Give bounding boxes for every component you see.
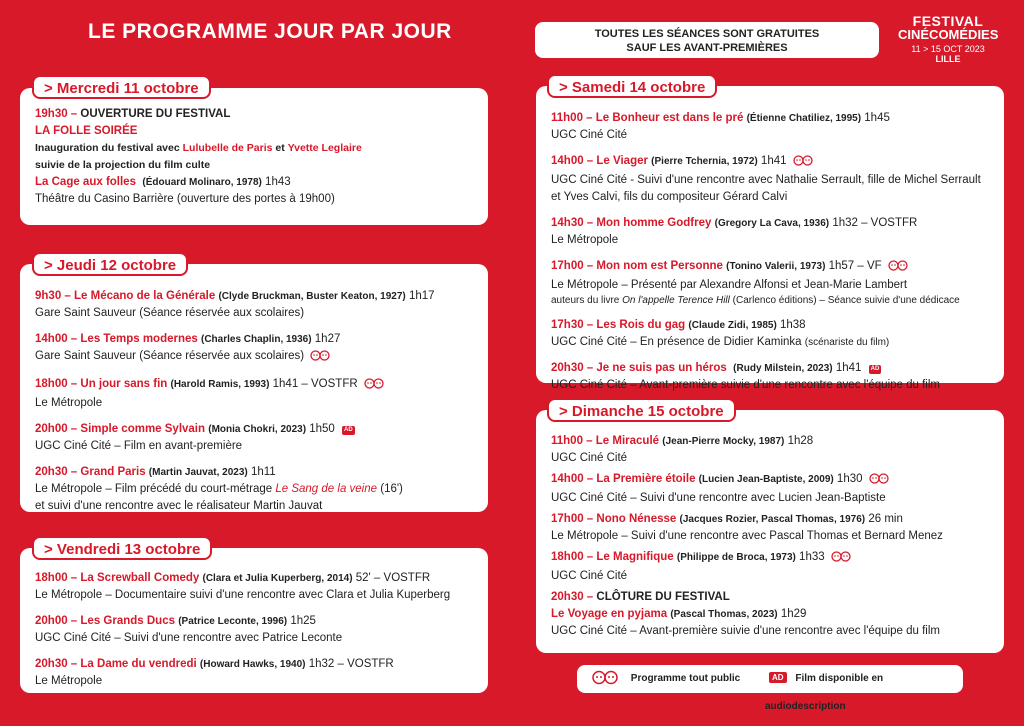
film-title: 18h00 – La Screwball Comedy — [35, 572, 200, 584]
event-venue: Le Métropole – Film précédé du court-métrage — [35, 483, 273, 495]
film-meta: (Martin Jauvat, 2023) — [148, 467, 248, 478]
event-ouverture — [35, 106, 480, 208]
event-note: auteurs du livre — [551, 295, 620, 306]
event-venue: UGC Ciné Cité – Suivi d'une rencontre avec Patrice Leconte — [35, 632, 343, 644]
event-desc: Inauguration du festival avec — [35, 142, 180, 154]
day-card-samedi — [536, 86, 1004, 391]
film-meta: (Étienne Chatiliez, 1995) — [746, 113, 862, 124]
audiodescription-icon: AD — [344, 427, 353, 433]
day-tab-mercredi: > Mercredi 11 octobre — [32, 75, 211, 99]
film-title: 9h30 – Le Mécano de la Générale — [35, 290, 216, 302]
event — [551, 511, 996, 545]
film-duration: 1h29 — [780, 608, 807, 620]
film-duration: 1h33 — [799, 551, 825, 563]
event — [35, 376, 480, 412]
notice-line-1: TOUTES LES SÉANCES SONT GRATUITES — [594, 28, 820, 40]
event-time: 19h30 – — [35, 108, 78, 120]
event-title: OUVERTURE DU FESTIVAL — [80, 108, 231, 120]
film-meta: (Tonino Valerii, 1973) — [726, 261, 826, 272]
event-venue: UGC Ciné Cité – Avant-première suivie d'une rencontre avec l'équipe du film — [551, 379, 940, 391]
day-card-vendredi — [20, 548, 488, 693]
film-meta: (Pascal Thomas, 2023) — [670, 609, 778, 620]
event-venue: Le Métropole – Suivi d'une rencontre avec Pascal Thomas et Bernard Menez — [551, 530, 943, 542]
event-desc: suivie de la projection du film culte — [35, 159, 211, 171]
legend-public — [589, 665, 740, 693]
legend-public-label: Programme tout public — [630, 673, 741, 684]
event — [551, 471, 996, 507]
event — [35, 613, 480, 647]
event — [35, 288, 480, 322]
film-duration: 1h45 — [864, 112, 890, 124]
film-duration: 1h32 – VOSTFR — [832, 217, 918, 229]
event — [551, 549, 996, 585]
event-venue: UGC Ciné Cité - Suivi d'une rencontre avec Nathalie Serrault, fille de Michel Serrault — [551, 174, 981, 186]
event — [35, 570, 480, 604]
event-venue: Le Métropole – Documentaire suivi d'une rencontre avec Clara et Julia Kuperberg — [35, 589, 451, 601]
film-meta: (Charles Chaplin, 1936) — [200, 334, 312, 345]
logo-city: LILLE — [935, 54, 961, 64]
event-title: CLÔTURE DU FESTIVAL — [596, 591, 730, 603]
film-title: La Cage aux folles — [35, 176, 136, 188]
film-title: 11h00 – Le Miraculé — [551, 435, 660, 447]
film-title: 17h00 – Mon nom est Personne — [551, 260, 723, 272]
film-duration: 1h41 — [835, 362, 862, 374]
film-title: 20h00 – Les Grands Ducs — [35, 615, 175, 627]
event-time: 20h30 – — [551, 591, 594, 603]
film-title: 20h30 – La Dame du vendredi — [35, 658, 197, 670]
guest-name: Yvette Leglaire — [287, 142, 362, 154]
book-title: On l'appelle Terence Hill — [622, 295, 730, 306]
event — [551, 258, 996, 308]
event-desc-and: et — [275, 142, 285, 154]
event-cloture — [551, 589, 996, 640]
family-icon — [888, 260, 908, 277]
event-venue: UGC Ciné Cité – En présence de Didier Kaminka — [551, 336, 802, 348]
film-meta: (Lucien Jean-Baptiste, 2009) — [698, 474, 834, 485]
family-icon — [310, 350, 330, 367]
short-film-duration: (16') — [380, 483, 403, 495]
film-meta: (Howard Hawks, 1940) — [199, 659, 306, 670]
film-title: 14h00 – La Première étoile — [551, 473, 696, 485]
film-meta: (Claude Zidi, 1985) — [688, 320, 777, 331]
film-duration: 1h50 — [309, 423, 335, 435]
short-film-title: Le Sang de la veine — [275, 483, 378, 495]
film-title: 14h30 – Mon homme Godfrey — [551, 217, 712, 229]
film-duration: 1h27 — [314, 333, 341, 345]
logo-dates: 11 > 15 OCT 2023 — [911, 44, 985, 54]
film-title: 18h00 – Le Magnifique — [551, 551, 674, 563]
logo-festival: FESTIVAL — [912, 13, 984, 29]
event-venue: UGC Ciné Cité — [551, 570, 628, 582]
film-duration: 1h32 – VOSTFR — [308, 658, 394, 670]
event-venue: UGC Ciné Cité — [551, 452, 628, 464]
day-card-dimanche — [536, 410, 1004, 653]
event — [35, 421, 480, 455]
legend — [577, 665, 963, 712]
film-meta: (Jean-Pierre Mocky, 1987) — [662, 436, 785, 447]
film-duration: 1h28 — [787, 435, 814, 447]
legend-audiodescription — [765, 665, 963, 712]
event-venue: UGC Ciné Cité – Suivi d'une rencontre avec Lucien Jean-Baptiste — [551, 492, 886, 504]
family-icon — [831, 551, 851, 568]
day-tab-samedi: > Samedi 14 octobre — [547, 74, 717, 98]
event — [551, 317, 996, 351]
event-venue-cont: et Yves Calvi, fils du compositeur Gérard Calvi — [551, 191, 788, 203]
audiodescription-icon: AD — [870, 366, 880, 372]
day-card-mercredi — [20, 88, 488, 225]
event-venue: Gare Saint Sauveur (Séance réservée aux scolaires) — [35, 350, 305, 362]
event-venue: Le Métropole — [35, 675, 103, 687]
event-venue-cont: et suivi d'une rencontre avec le réalisateur Martin Jauvat — [35, 500, 323, 512]
event-venue: Le Métropole — [551, 234, 619, 246]
film-meta: (Harold Ramis, 1993) — [170, 379, 270, 390]
page-title: LE PROGRAMME JOUR PAR JOUR — [88, 20, 452, 43]
film-meta: (Clyde Bruckman, Buster Keaton, 1927) — [218, 291, 406, 302]
film-duration: 1h11 — [250, 466, 276, 478]
film-duration: 1h41 — [760, 155, 787, 167]
event-venue-note: (scénariste du film) — [804, 337, 890, 348]
film-duration: 1h25 — [290, 615, 316, 627]
film-duration: 1h41 – VOSTFR — [272, 378, 358, 390]
event — [551, 110, 996, 144]
film-meta: (Jacques Rozier, Pascal Thomas, 1976) — [679, 514, 866, 525]
film-duration: 1h38 — [779, 319, 806, 331]
film-duration: 1h17 — [408, 290, 435, 302]
family-icon — [364, 378, 384, 395]
film-title: 11h00 – Le Bonheur est dans le pré — [551, 112, 744, 124]
event-venue: Le Métropole — [35, 397, 103, 409]
film-title: 17h30 – Les Rois du gag — [551, 319, 686, 331]
event-venue: Théâtre du Casino Barrière (ouverture des portes à 19h00) — [35, 193, 335, 205]
event-note-cont: (Carlenco éditions) – Séance suivie d'une dédicace — [732, 295, 960, 306]
film-duration: 1h30 — [836, 473, 863, 485]
film-title: 20h00 – Simple comme Sylvain — [35, 423, 206, 435]
film-meta: (Gregory La Cava, 1936) — [714, 218, 830, 229]
legend-audio-label: Film disponible en audiodescription — [765, 673, 884, 712]
film-meta: (Édouard Molinaro, 1978) — [142, 177, 262, 188]
event-venue: UGC Ciné Cité – Film en avant-première — [35, 440, 243, 452]
film-title: 17h00 – Nono Nénesse — [551, 513, 677, 525]
event — [35, 464, 480, 515]
event-subtitle: LA FOLLE SOIRÉE — [35, 125, 138, 137]
film-title: 18h00 – Un jour sans fin — [35, 378, 168, 390]
family-icon — [592, 669, 618, 697]
audiodescription-icon: AD — [769, 672, 787, 683]
film-title: Le Voyage en pyjama — [551, 608, 668, 620]
event-venue: Le Métropole – Présenté par Alexandre Alfonsi et Jean-Marie Lambert — [551, 279, 908, 291]
event — [35, 656, 480, 690]
film-meta: (Clara et Julia Kuperberg, 2014) — [202, 573, 353, 584]
film-meta: (Patrice Leconte, 1996) — [178, 616, 288, 627]
event-venue: UGC Ciné Cité – Avant-première suivie d'une rencontre avec l'équipe du film — [551, 625, 940, 637]
event — [551, 215, 996, 249]
day-card-jeudi — [20, 264, 488, 512]
free-screenings-notice — [535, 22, 879, 58]
film-meta: (Rudy Milstein, 2023) — [733, 363, 833, 374]
film-meta: (Philippe de Broca, 1973) — [676, 552, 796, 563]
day-tab-jeudi: > Jeudi 12 octobre — [32, 252, 188, 276]
day-tab-vendredi: > Vendredi 13 octobre — [32, 536, 212, 560]
event — [551, 153, 996, 206]
family-icon — [869, 473, 889, 490]
event — [551, 433, 996, 467]
event-venue: UGC Ciné Cité — [551, 129, 628, 141]
film-duration: 1h43 — [265, 176, 291, 188]
film-title: 14h00 – Les Temps modernes — [35, 333, 198, 345]
logo-cinecomedies: CINÉCOMÉDIES — [898, 27, 999, 42]
film-meta: (Monia Chokri, 2023) — [208, 424, 307, 435]
film-meta: (Pierre Tchernia, 1972) — [651, 156, 758, 167]
film-duration: 52' – VOSTFR — [355, 572, 431, 584]
festival-logo — [898, 14, 998, 64]
family-icon — [793, 155, 813, 172]
film-duration: 1h57 – VF — [828, 260, 882, 272]
day-tab-dimanche: > Dimanche 15 octobre — [547, 398, 736, 422]
film-duration: 26 min — [868, 513, 903, 525]
guest-name: Lulubelle de Paris — [182, 142, 273, 154]
event — [35, 331, 480, 367]
film-title: 14h00 – Le Viager — [551, 155, 648, 167]
film-title: 20h30 – Grand Paris — [35, 466, 146, 478]
event-venue: Gare Saint Sauveur (Séance réservée aux scolaires) — [35, 307, 305, 319]
event — [551, 360, 996, 394]
notice-line-2: SAUF LES AVANT-PREMIÈRES — [626, 42, 788, 54]
film-title: 20h30 – Je ne suis pas un héros — [551, 362, 727, 374]
